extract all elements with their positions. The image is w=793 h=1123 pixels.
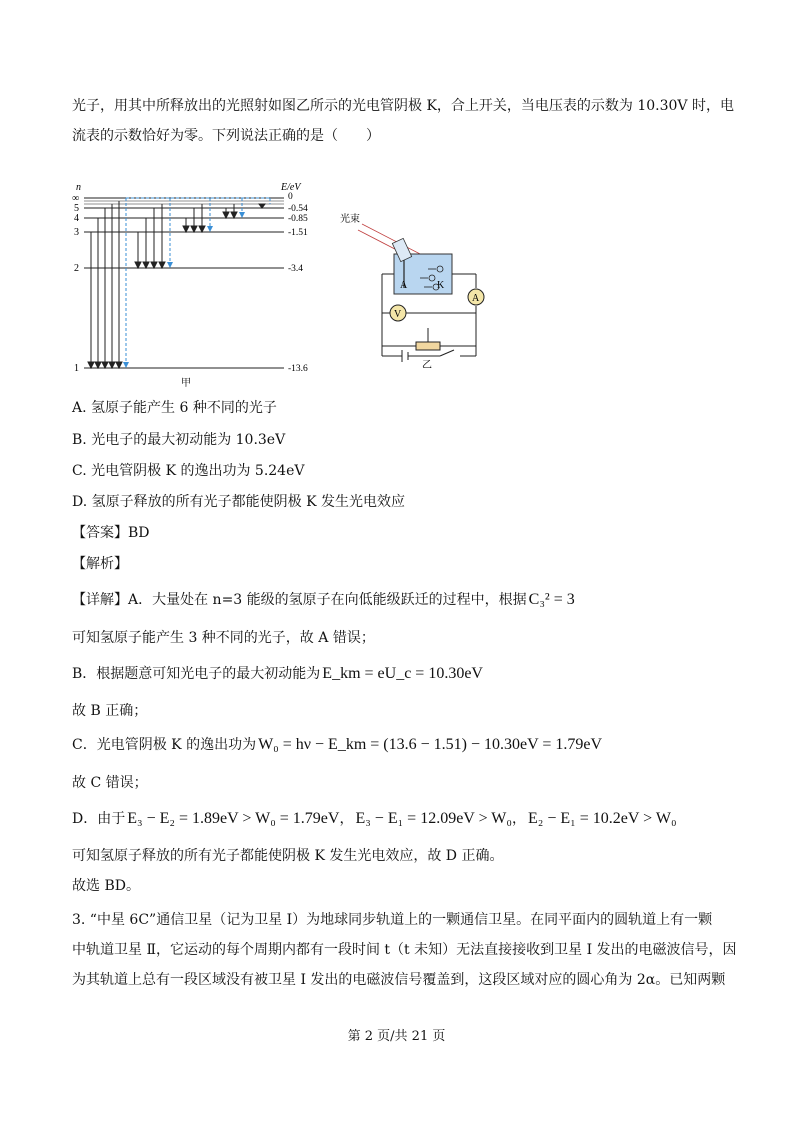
level-e-1: -13.6 [288,364,308,374]
detail-c-conclusion: 故 C 错误； [72,775,148,791]
figure-yi-caption: 乙 [422,360,432,368]
detail-a-conclusion: 可知氢原子能产生 3 种不同的光子，故 A 错误； [72,630,375,646]
level-n-4: 4 [74,213,79,224]
option-a: A. 氢原子能产生 6 种不同的光子 [72,400,277,416]
final-answer: 故选 BD。 [72,878,140,894]
option-b: B. 光电子的最大初动能为 10.3eV [72,432,286,448]
light-beam-label: 光束 [340,214,360,225]
voltmeter-label: V [394,309,402,320]
analysis-title: 【解析】 [72,556,128,572]
n-axis-label: n [76,182,81,193]
detail-c-formula: W₀ = hν − E_km = (13.6 − 1.51) − 10.30eV = 1.79eV [258,736,603,753]
detail-a-text: 【详解】A．大量处在 n=3 能级的氢原子在向低能级跃迁的过程中，根据 [72,592,527,608]
detail-d-text: D．由于 [72,811,126,827]
option-c: C. 光电管阴极 K 的逸出功为 5.24eV [72,463,305,479]
level-e-0: 0 [288,192,293,202]
q3-line-3: 为其轨道上总有一段区域没有被卫星 I 发出的电磁波信号覆盖到，这段区域对应的圆心角为 2α。已知两颗 [72,972,726,988]
detail-a [72,590,575,610]
detail-d-conclusion: 可知氢原子释放的所有光子都能使阴极 K 发生光电效应，故 D 正确。 [72,848,504,864]
ammeter-label: A [472,293,480,304]
level-e-2: -3.4 [288,264,304,274]
page-footer: 第 2 页/共 21 页 [347,1029,446,1044]
detail-b-text: B．根据题意可知光电子的最大初动能为 [72,666,321,682]
detail-d-formula-1: E₃ − E₂ = 1.89eV > W₀ = 1.79eV [127,810,340,827]
level-n-5: 5 [74,203,79,214]
detail-c-text: C．光电管阴极 K 的逸出功为 [72,737,257,753]
stem-line-1: 光子，用其中所释放出的光照射如图乙所示的光电管阴极 K，合上开关，当电压表的示数为 10.30V 时，电 [72,98,734,114]
answer: 【答案】BD [72,525,150,541]
figure-jia-caption: 甲 [181,378,191,389]
anode-label: A [400,280,408,291]
detail-a-formula: C₃² = 3 [528,591,575,608]
level-n-3: 3 [74,227,79,238]
detail-b [72,664,483,684]
option-d: D. 氢原子释放的所有光子都能使阴极 K 发生光电效应 [72,494,405,510]
q3-line-2: 中轨道卫星 Ⅱ，它运动的每个周期内都有一段时间 t（t 未知）无法直接接收到卫星 I 发出的电磁波信号，因 [72,942,737,958]
detail-b-formula: E_km = eU_c = 10.30eV [322,665,483,682]
level-e-3: -1.51 [288,228,308,238]
detail-d-formula-2: E₃ − E₁ = 12.09eV > W₀ [355,810,512,827]
stem-line-2: 流表的示数恰好为零。下列说法正确的是（ ） [72,128,380,144]
energy-axis-label: E/eV [281,182,301,193]
detail-b-conclusion: 故 B 正确； [72,703,148,719]
detail-c [72,735,602,755]
photoelectric-circuit [336,208,496,368]
energy-level-diagram [66,180,326,390]
detail-d [72,809,677,829]
level-n-2: 2 [74,263,79,274]
q3-line-1: 3. “中星 6C”通信卫星（记为卫星 I）为地球同步轨道上的一颗通信卫星。在同平面内的圆轨道上有一颗 [72,912,713,928]
detail-d-sep-1: ， [339,811,354,827]
rheostat [416,342,440,350]
detail-d-sep-2: ， [511,811,526,827]
detail-d-formula-3: E₂ − E₁ = 10.2eV > W₀ [527,810,677,827]
level-n-1: 1 [74,363,79,374]
cathode-label: K [437,280,445,291]
level-e-5: -0.54 [288,204,308,214]
level-e-4: -0.85 [288,214,308,224]
level-n-inf: ∞ [72,193,80,204]
